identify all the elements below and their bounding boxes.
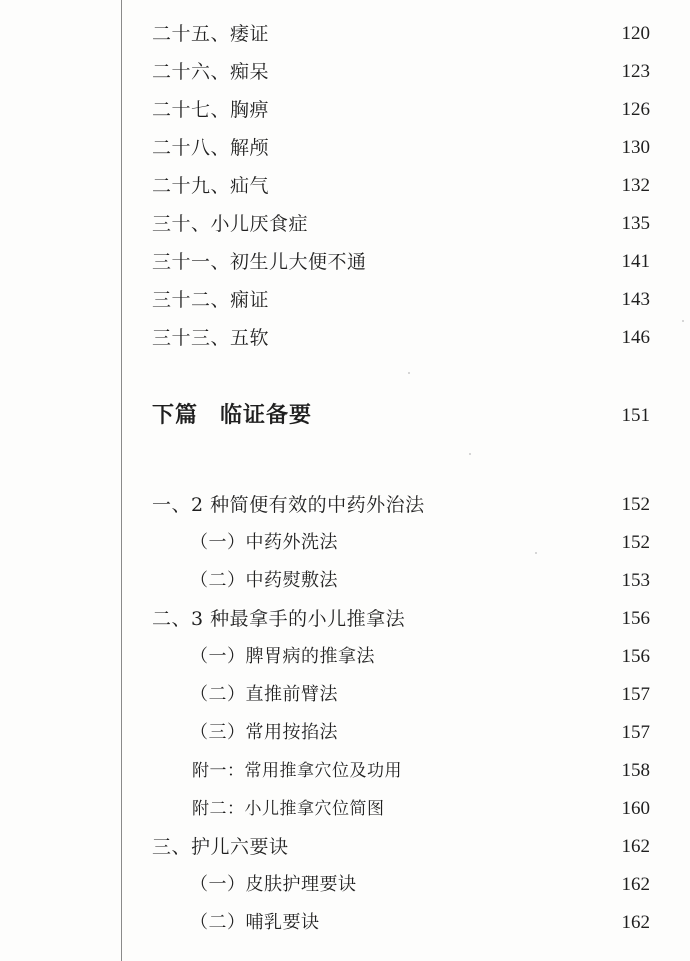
toc-entry-title: 三、护儿六要诀 (152, 836, 289, 858)
toc-entry-title: 三十、小儿厌食症 (152, 213, 309, 235)
toc-entry[interactable] (0, 16, 690, 52)
toc-entry-title: 二十五、痿证 (152, 23, 270, 45)
toc-subentry-page: 157 (621, 684, 650, 705)
toc-subentry-page: 152 (621, 532, 650, 553)
toc-entry-page: 162 (621, 836, 650, 857)
toc-entry-page: 130 (621, 137, 650, 158)
toc-entry-page: 123 (621, 61, 650, 82)
part-heading-title (152, 398, 312, 434)
toc-subentry[interactable] (0, 905, 690, 941)
toc-appendix-page: 158 (621, 760, 650, 781)
toc-entry[interactable] (0, 601, 690, 637)
toc-entry-page: 146 (621, 327, 650, 348)
toc-entry-title: 三十二、痫证 (152, 289, 270, 311)
toc-subentry[interactable] (0, 525, 690, 561)
part-heading-page: 151 (621, 405, 650, 426)
toc-entry[interactable] (0, 206, 690, 242)
toc-subentry-title: （一）皮肤护理要诀 (190, 874, 357, 895)
scan-speck (408, 372, 410, 374)
toc-entry-title: 二十六、痴呆 (152, 61, 270, 83)
toc-subentry[interactable] (0, 677, 690, 713)
toc-subentry[interactable] (0, 563, 690, 599)
toc-appendix-entry[interactable] (0, 753, 690, 789)
toc-entry-page: 141 (621, 251, 650, 272)
toc-entry[interactable] (0, 168, 690, 204)
part-name: 临证备要 (220, 403, 313, 428)
toc-appendix-page: 160 (621, 798, 650, 819)
toc-entry-page: 152 (621, 494, 650, 515)
toc-entry[interactable] (0, 130, 690, 166)
toc-subentry[interactable] (0, 639, 690, 675)
toc-subentry-page: 162 (621, 874, 650, 895)
toc-subentry[interactable] (0, 867, 690, 903)
scan-speck (535, 552, 537, 554)
toc-entry[interactable] (0, 320, 690, 356)
toc-entry-page: 135 (621, 213, 650, 234)
toc-entry-page: 156 (621, 608, 650, 629)
toc-subentry-page: 156 (621, 646, 650, 667)
toc-entry-title: 二十七、胸痹 (152, 99, 270, 121)
toc-entry-title: 二、3 种最拿手的小儿推拿法 (152, 608, 406, 630)
toc-entry-page: 143 (621, 289, 650, 310)
toc-entry[interactable] (0, 282, 690, 318)
toc-subentry-title: （二）中药熨敷法 (190, 570, 338, 591)
toc-entry[interactable] (0, 92, 690, 128)
toc-subentry-page: 162 (621, 912, 650, 933)
toc-subentry-title: （一）中药外洗法 (190, 532, 338, 553)
toc-subentry-page: 157 (621, 722, 650, 743)
toc-entry-page: 132 (621, 175, 650, 196)
part-label: 下篇 (152, 403, 199, 428)
toc-entry-title: 三十三、五软 (152, 327, 270, 349)
toc-entry-title: 一、2 种简便有效的中药外治法 (152, 494, 425, 516)
toc-entry[interactable] (0, 829, 690, 865)
toc-entry-page: 120 (621, 23, 650, 44)
part-heading[interactable] (0, 398, 690, 434)
toc-entry[interactable] (0, 244, 690, 280)
scan-speck (682, 320, 684, 322)
toc-entry[interactable] (0, 54, 690, 90)
toc-entry[interactable] (0, 487, 690, 523)
toc-entry-title: 二十八、解颅 (152, 137, 270, 159)
toc-entry-title: 三十一、初生儿大便不通 (152, 251, 367, 273)
toc-appendix-title: 附一：常用推拿穴位及功用 (192, 761, 402, 781)
toc-appendix-entry[interactable] (0, 791, 690, 827)
toc-appendix-title: 附二：小儿推拿穴位简图 (192, 799, 385, 819)
toc-subentry[interactable] (0, 715, 690, 751)
toc-subentry-title: （二）直推前臂法 (190, 684, 338, 705)
toc-subentry-title: （三）常用按掐法 (190, 722, 338, 743)
toc-subentry-title: （一）脾胃病的推拿法 (190, 646, 375, 667)
toc-subentry-title: （二）哺乳要诀 (190, 912, 320, 933)
toc-subentry-page: 153 (621, 570, 650, 591)
toc-entry-page: 126 (621, 99, 650, 120)
toc-entry-title: 二十九、疝气 (152, 175, 270, 197)
scan-speck (469, 453, 471, 455)
